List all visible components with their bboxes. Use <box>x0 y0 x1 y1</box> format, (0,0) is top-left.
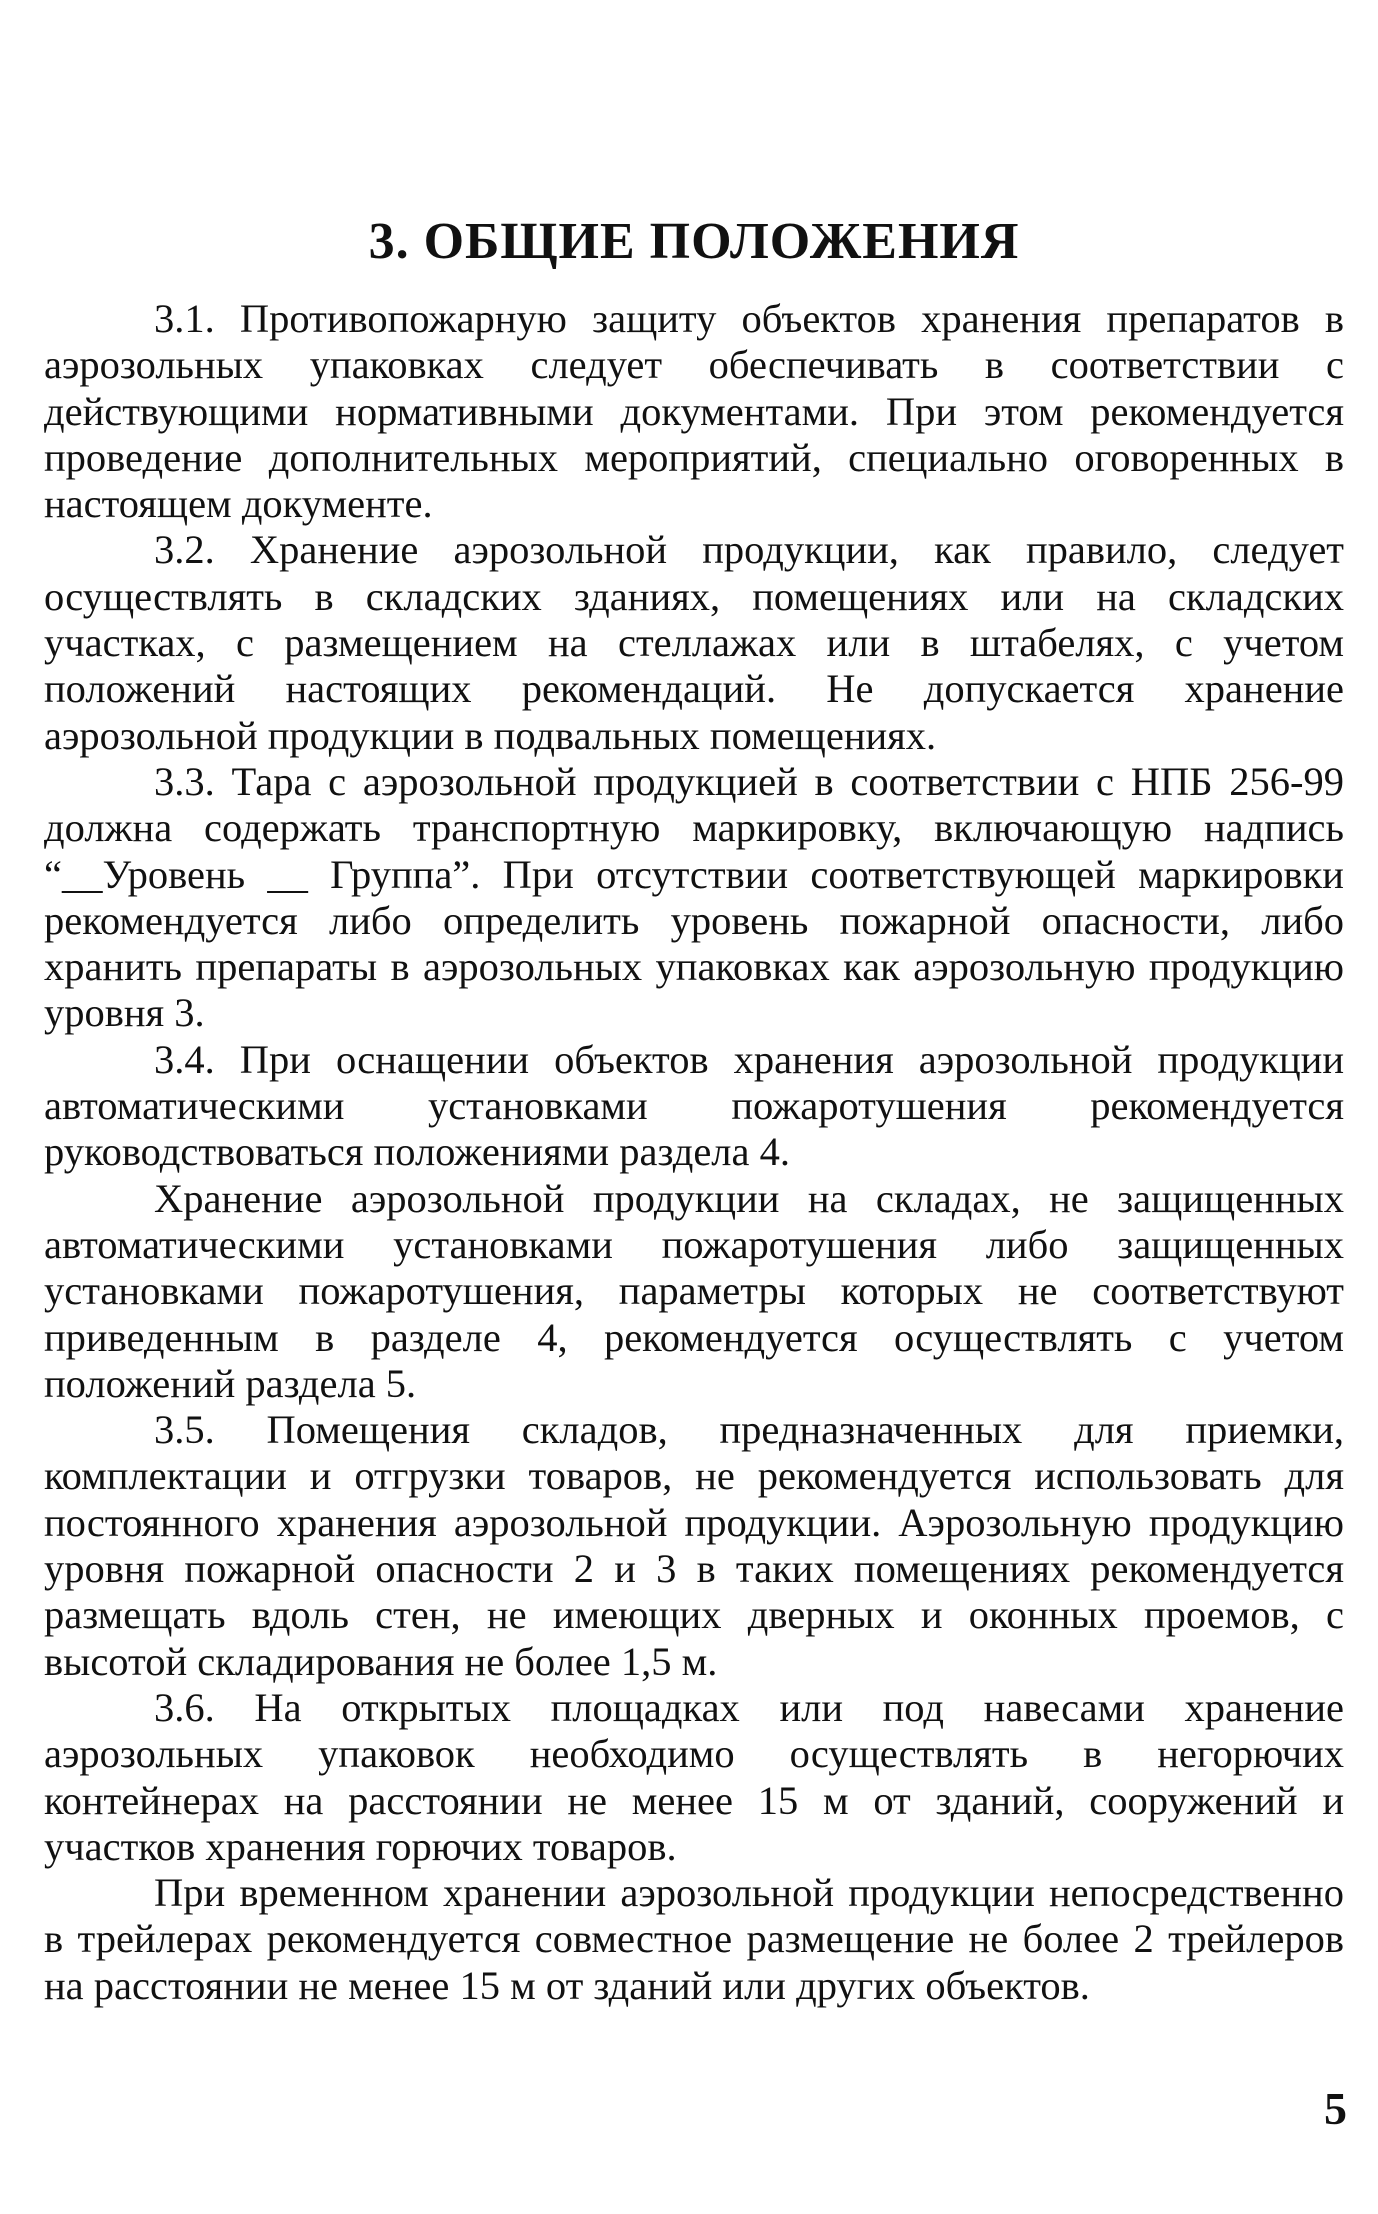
paragraph-3-2: 3.2. Хранение аэрозольной продукции, как правило, следует осуществлять в складских зданиях, помещениях или на складских участках, с размещением на стеллажах или в штабелях, с учетом положений настоящих рекомендаций. Не допускается хранение аэрозольной продукции в подвальных помещениях. <box>44 527 1344 758</box>
document-page <box>44 0 1347 2214</box>
paragraph-3-3: 3.3. Тара с аэрозольной продукцией в соответствии с НПБ 256-99 должна содержать транспортную маркировку, включающую надпись “__Уровень __ Группа”. При отсутствии соответствующей маркировки рекомендуется либо определить уровень пожарной опасности, либо хранить препараты в аэрозольных упаковках как аэрозольную продукцию уровня 3. <box>44 758 1344 1036</box>
paragraph-3-6-continued: При временном хранении аэрозольной продукции непосредственно в трейлерах рекомендуется совместное размещение не более 2 трейлеров на расстоянии не менее 15 м от зданий или других объектов. <box>44 1870 1344 2008</box>
paragraph-3-5: 3.5. Помещения складов, предназначенных для приемки, комплектации и отгрузки товаров, не рекомендуется использовать для постоянного хранения аэрозольной продукции. Аэрозольную продукцию уровня пожарной опасности 2 и 3 в таких помещениях рекомендуется размещать вдоль стен, не имеющих дверных и оконных проемов, с высотой складирования не более 1,5 м. <box>44 1407 1344 1684</box>
section-body <box>44 296 1344 2009</box>
paragraph-3-6: 3.6. На открытых площадках или под навесами хранение аэрозольных упаковок необходимо осуществлять в негорючих контейнерах на расстоянии не менее 15 м от зданий, сооружений и участков хранения горючих товаров. <box>44 1684 1344 1869</box>
paragraph-3-4-continued: Хранение аэрозольной продукции на складах, не защищенных автоматическими установками пожаротушения либо защищенных установками пожаротушения, параметры которых не соответствуют приведенным в разделе 4, рекомендуется осуществлять с учетом положений раздела 5. <box>44 1175 1344 1406</box>
page-number: 5 <box>1324 2083 1347 2134</box>
paragraph-3-4: 3.4. При оснащении объектов хранения аэрозольной продукции автоматическими установками пожаротушения рекомендуется руководствоваться положениями раздела 4. <box>44 1036 1344 1175</box>
paragraph-3-1: 3.1. Противопожарную защиту объектов хранения препаратов в аэрозольных упаковках следует обеспечивать в соответствии с действующими нормативными документами. При этом рекомендуется проведение дополнительных мероприятий, специально оговоренных в настоящем документе. <box>44 296 1344 527</box>
section-heading: 3. ОБЩИЕ ПОЛОЖЕНИЯ <box>368 213 1020 270</box>
